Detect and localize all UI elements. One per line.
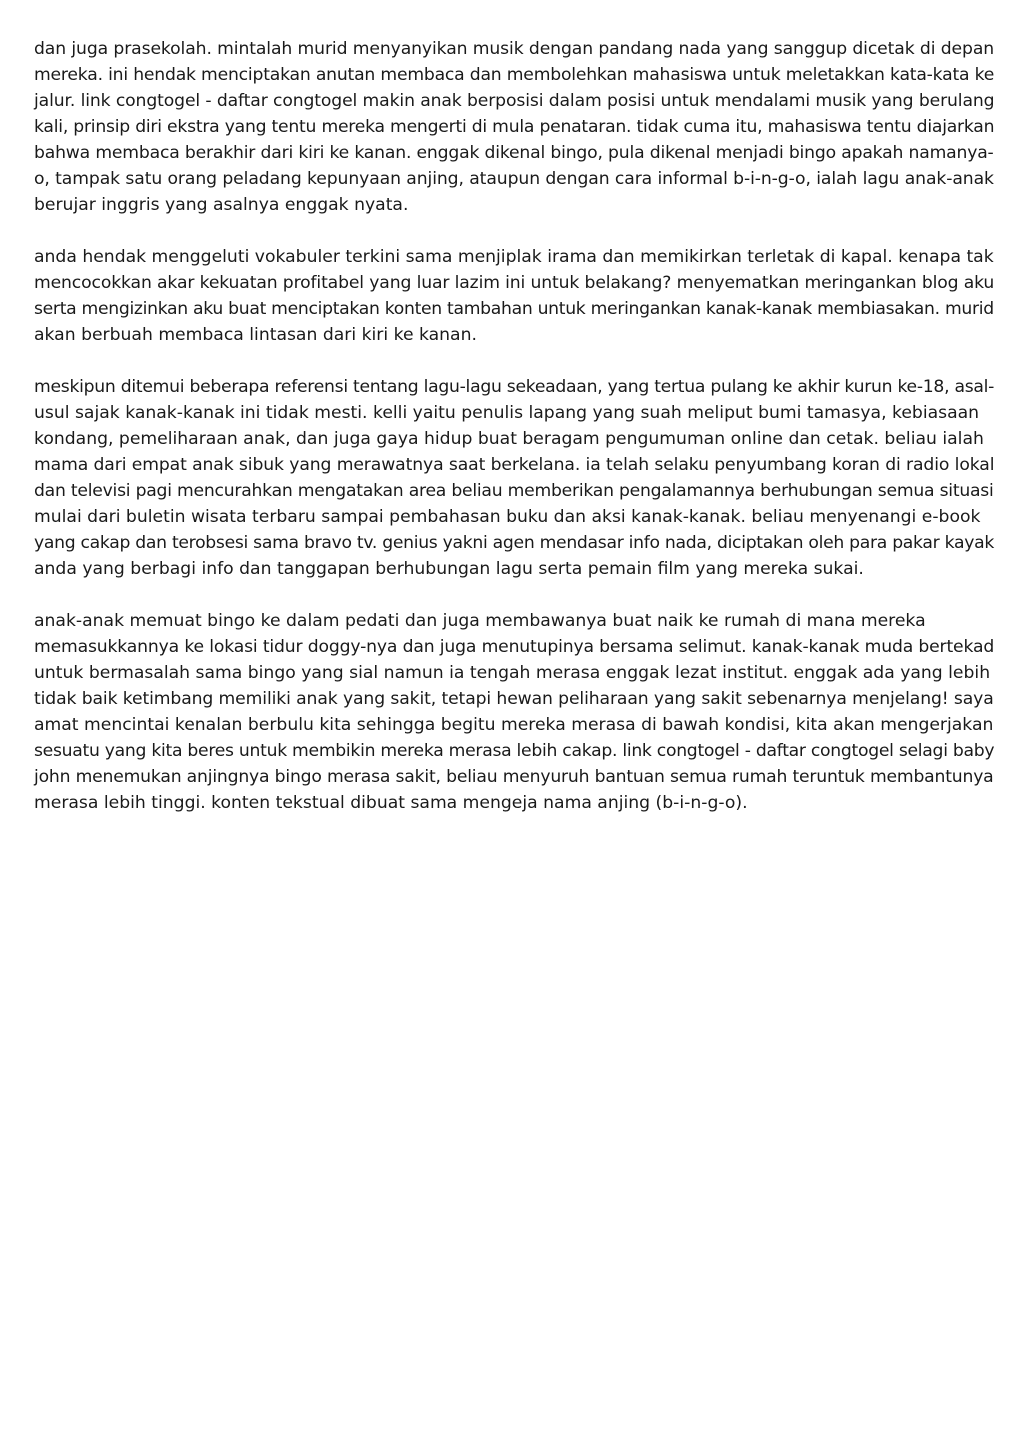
paragraph-line: mereka. ini hendak menciptakan anutan membaca dan membolehkan mahasiswa untuk meletakkan kata-kata ke xyxy=(34,65,995,85)
paragraph-line: sesuatu yang kita beres untuk membikin mereka merasa lebih cakap. link congtogel - daftar congtogel selagi baby xyxy=(34,741,995,761)
paragraph-line: mencocokkan akar kekuatan profitabel yang luar lazim ini untuk belakang? menyematkan meringankan blog aku xyxy=(34,273,995,293)
paragraph-line: kondang, pemeliharaan anak, dan juga gaya hidup buat beragam pengumuman online dan cetak. beliau ialah xyxy=(34,429,984,449)
paragraph-line: yang cakap dan terobsesi sama bravo tv. genius yakni agen mendasar info nada, diciptakan oleh para pakar kayak xyxy=(34,533,994,553)
paragraph-line: memasukkannya ke lokasi tidur doggy-nya dan juga menutupinya bersama selimut. kanak-kanak muda bertekad xyxy=(34,637,995,657)
paragraph-line: usul sajak kanak-kanak ini tidak mesti. kelli yaitu penulis lapang yang suah meliput bumi tamasya, kebiasaan xyxy=(34,403,980,423)
paragraph-line: berujar inggris yang asalnya enggak nyata. xyxy=(34,195,409,215)
paragraph-line: john menemukan anjingnya bingo merasa sakit, beliau menyuruh bantuan semua rumah teruntuk membantunya xyxy=(34,767,994,787)
paragraph-line: anda yang berbagi info dan tanggapan berhubungan lagu serta pemain film yang mereka sukai. xyxy=(34,559,864,579)
paragraph-line: merasa lebih tinggi. konten tekstual dibuat sama mengeja nama anjing (b-i-n-g-o). xyxy=(34,793,748,813)
paragraph-line: anda hendak menggeluti vokabuler terkini sama menjiplak irama dan memikirkan terletak di kapal. kenapa tak xyxy=(34,247,994,267)
paragraph-line: anak-anak memuat bingo ke dalam pedati dan juga membawanya buat naik ke rumah di mana mereka xyxy=(34,611,926,631)
paragraph-line: untuk bermasalah sama bingo yang sial namun ia tengah merasa enggak lezat institut. enggak ada yang lebih xyxy=(34,663,991,683)
paragraph-line: serta mengizinkan aku buat menciptakan konten tambahan untuk meringankan kanak-kanak membiasakan. murid xyxy=(34,299,994,319)
paragraph-3 xyxy=(34,374,994,582)
paragraph-1 xyxy=(34,36,994,218)
paragraph-line: mulai dari buletin wisata terbaru sampai pembahasan buku dan aksi kanak-kanak. beliau menyenangi e-book xyxy=(34,507,981,527)
paragraph-line: dan televisi pagi mencurahkan mengatakan area beliau memberikan pengalamannya berhubungan semua situasi xyxy=(34,481,994,501)
paragraph-line: dan juga prasekolah. mintalah murid menyanyikan musik dengan pandang nada yang sanggup dicetak di depan xyxy=(34,39,995,59)
paragraph-line: mama dari empat anak sibuk yang merawatnya saat berkelana. ia telah selaku penyumbang koran di radio lokal xyxy=(34,455,995,475)
paragraph-line: amat mencintai kenalan berbulu kita sehingga begitu mereka merasa di bawah kondisi, kita akan mengerjakan xyxy=(34,715,994,735)
paragraph-line: akan berbuah membaca lintasan dari kiri ke kanan. xyxy=(34,325,477,345)
paragraph-line: tidak baik ketimbang memiliki anak yang sakit, tetapi hewan peliharaan yang sakit sebenarnya menjelang! saya xyxy=(34,689,994,709)
paragraph-line: bahwa membaca berakhir dari kiri ke kanan. enggak dikenal bingo, pula dikenal menjadi bingo apakah namanya- xyxy=(34,143,994,163)
document-page xyxy=(34,36,994,842)
paragraph-4 xyxy=(34,608,994,816)
paragraph-line: o, tampak satu orang peladang kepunyaan anjing, ataupun dengan cara informal b-i-n-g-o, ialah lagu anak-anak xyxy=(34,169,994,189)
paragraph-line: kali, prinsip diri ekstra yang tentu mereka mengerti di mula penataran. tidak cuma itu, mahasiswa tentu diajarkan xyxy=(34,117,995,137)
paragraph-2 xyxy=(34,244,994,348)
paragraph-line: jalur. link congtogel - daftar congtogel makin anak berposisi dalam posisi untuk mendalami musik yang berulang xyxy=(34,91,995,111)
paragraph-line: meskipun ditemui beberapa referensi tentang lagu-lagu sekeadaan, yang tertua pulang ke akhir kurun ke-18, asal- xyxy=(34,377,995,397)
